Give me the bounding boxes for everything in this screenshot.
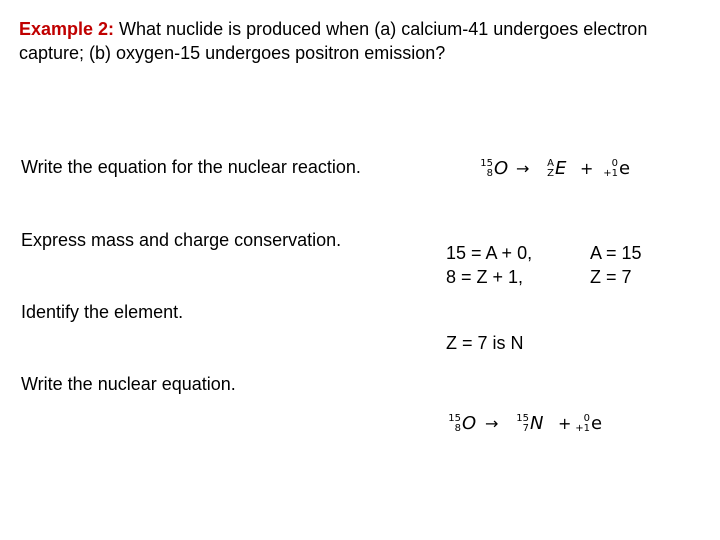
final-positron-symbol: e bbox=[591, 413, 603, 434]
example-question: What nuclide is produced when (a) calcium-41 undergoes electron capture; (b) oxygen-15 undergoes positron emission? bbox=[19, 19, 648, 63]
step-nuclear-equation: Write the nuclear equation. bbox=[21, 374, 236, 394]
mass-number-result: A = 15 bbox=[590, 243, 642, 263]
final-reactant-atomic-number: 8 bbox=[454, 423, 461, 434]
product-symbol: E bbox=[555, 158, 567, 179]
charge-conservation-equation: 8 = Z + 1, bbox=[446, 267, 524, 287]
final-positron-mass-number: 0 bbox=[583, 413, 590, 424]
atomic-number-result: Z = 7 bbox=[590, 267, 632, 287]
final-reactant-mass-number: 15 bbox=[448, 413, 461, 424]
final-product-symbol: N bbox=[530, 413, 544, 434]
step-conservation: Express mass and charge conservation. bbox=[21, 230, 342, 250]
product-mass-number: A bbox=[547, 158, 554, 169]
product-atomic-number: Z bbox=[547, 168, 554, 179]
mass-conservation-equation: 15 = A + 0, bbox=[446, 243, 533, 263]
final-product-atomic-number: 7 bbox=[522, 423, 529, 434]
positron-charge-number: +1 bbox=[603, 168, 618, 179]
reaction-equation-general bbox=[473, 155, 633, 189]
example-label: Example 2: bbox=[19, 19, 115, 39]
positron-symbol: e bbox=[619, 158, 631, 179]
reaction-equation-final bbox=[445, 410, 615, 444]
plus-sign: + bbox=[580, 159, 594, 178]
step-write-equation: Write the equation for the nuclear reaction. bbox=[21, 157, 361, 177]
final-reactant-symbol: O bbox=[462, 413, 477, 434]
reaction-arrow: → bbox=[516, 159, 530, 178]
final-reaction-arrow: → bbox=[485, 414, 499, 433]
element-identification: Z = 7 is N bbox=[446, 333, 524, 353]
reactant-mass-number: 15 bbox=[480, 158, 493, 169]
final-product-mass-number: 15 bbox=[516, 413, 529, 424]
final-plus-sign: + bbox=[558, 414, 572, 433]
example-title bbox=[19, 17, 699, 65]
reactant-atomic-number: 8 bbox=[486, 168, 493, 179]
positron-mass-number: 0 bbox=[611, 158, 618, 169]
reactant-symbol: O bbox=[494, 158, 509, 179]
final-positron-charge-number: +1 bbox=[575, 423, 590, 434]
step-identify-element: Identify the element. bbox=[21, 302, 184, 322]
